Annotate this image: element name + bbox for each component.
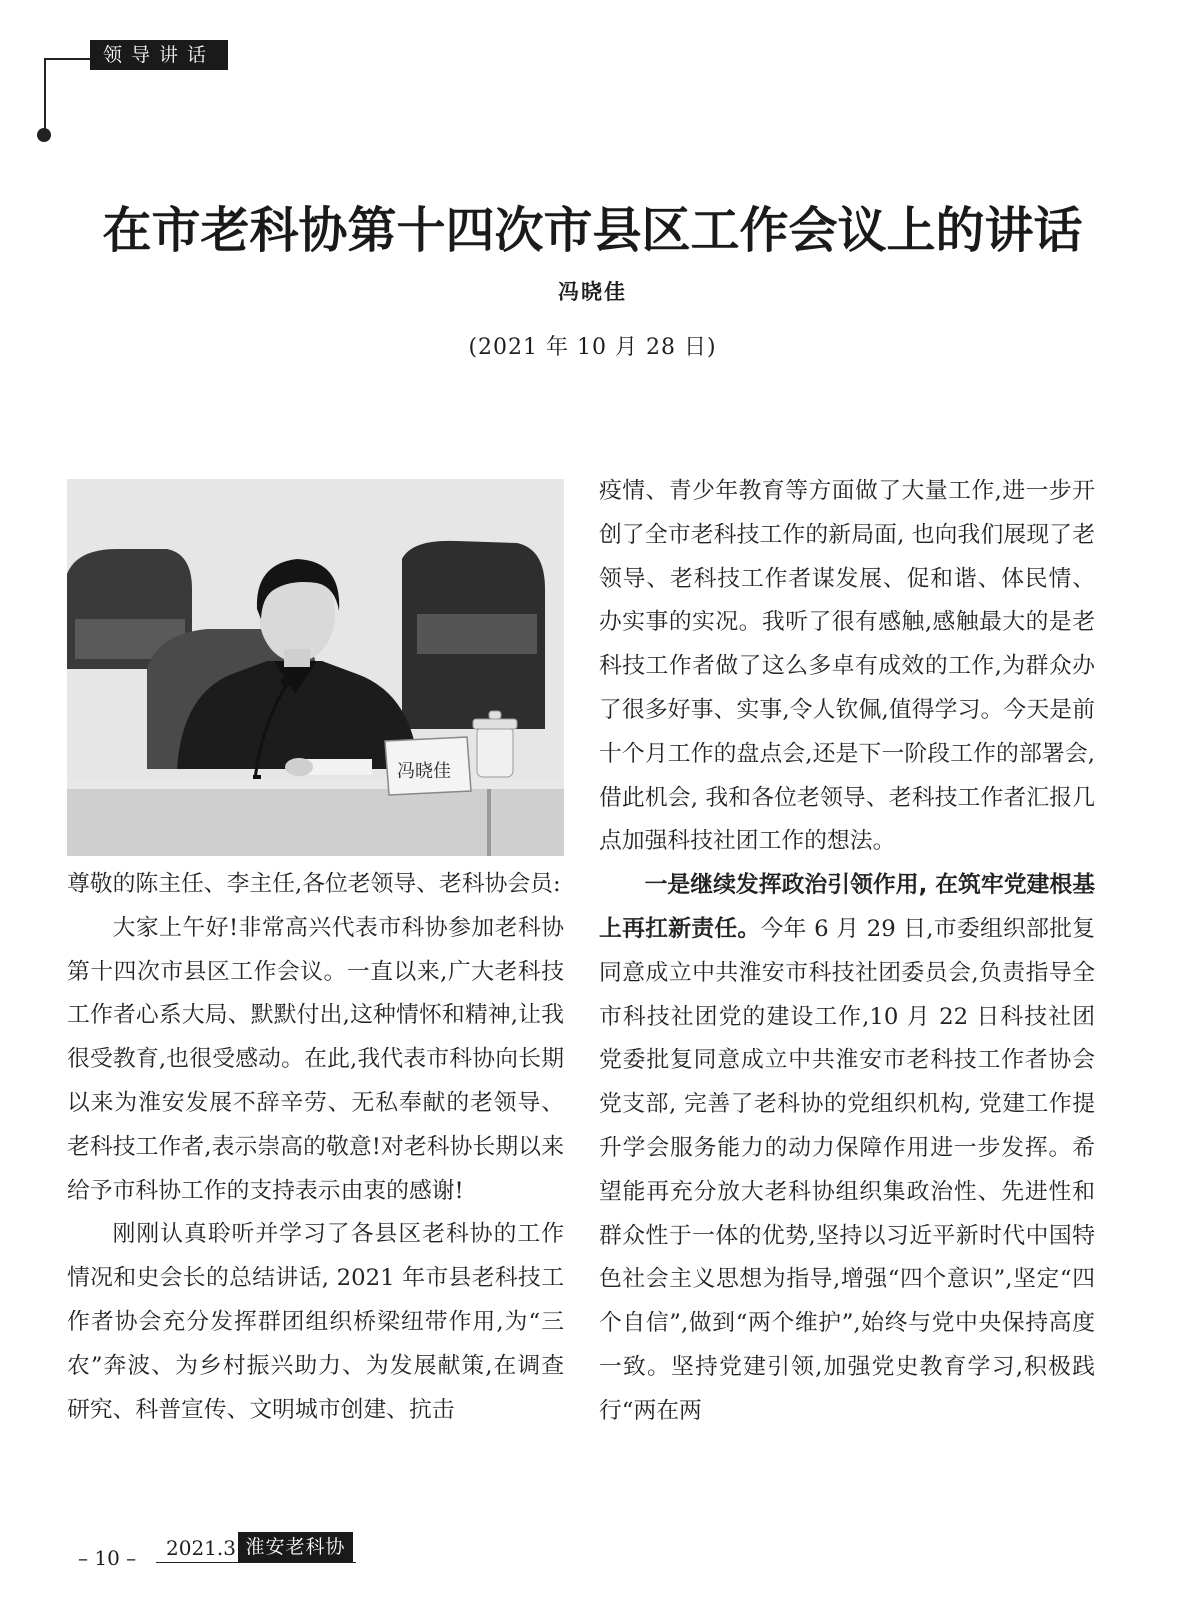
paragraph-point-one xyxy=(599,864,1095,1433)
point-one-heading: 一是继续发挥政治引领作用, 在筑牢党建根基上再扛新责任。 xyxy=(599,872,1095,942)
section-bullet xyxy=(37,128,51,142)
paragraph-continuation: 疫情、青少年教育等方面做了大量工作,进一步开创了全市老科技工作的新局面, 也向我们展现了老领导、老科技工作者谋发展、促和谐、体民情、办实事的实况。我听了很有感触,感触最大的是老科技工作者做了这么多卓有成效的工作,为群众办了很多好事、实事,令人钦佩,值得学习。今天是前十个月工作的盘点会,还是下一阶段工作的部署会, 借此机会, 我和各位老领导、老科技工作者汇报几点加强科技社团工作的想法。 xyxy=(599,478,1095,855)
point-one-body: 今年 6 月 29 日,市委组织部批复同意成立中共淮安市科技社团委员会,负责指导全市科技社团党的建设工作,10 月 22 日科技社团党委批复同意成立中共淮安市老科技工作者协会党支部, 完善了老科协的党组织机构, 党建工作提升学会服务能力的动力保障作用进一步发挥。希望能再充分放大老科协组织集政治性、先进性和群众性于一体的优势,坚持以习近平新时代中国特色社会主义思想为指导,增强“四个意识”,坚定“四个自信”,做到“两个维护”,始终与党中央保持高度一致。坚持党建引领,加强党史教育学习,积极践行“两在两 xyxy=(599,915,1096,1424)
section-rule-vertical xyxy=(44,58,46,136)
footer-rule xyxy=(156,1562,356,1563)
salutation: 尊敬的陈主任、李主任,各位老领导、老科协会员: xyxy=(67,871,561,897)
left-column xyxy=(67,863,564,1432)
section-rule-horizontal xyxy=(44,58,90,60)
magazine-name: 淮安老科协 xyxy=(238,1532,353,1562)
paragraph-greeting: 大家上午好!非常高兴代表市科协参加老科协第十四次市县区工作会议。一直以来,广大老科技工作者心系大局、默默付出,这种情怀和精神,让我很受教育,也很受感动。在此,我代表市科协向长期以来为淮安发展不辞辛劳、无私奉献的老领导、老科技工作者,表示崇高的敬意!对老科协长期以来给予市科协工作的支持表示由衷的感谢! xyxy=(67,914,564,1204)
paragraph-summary: 刚刚认真聆听并学习了各县区老科协的工作情况和史会长的总结讲话, 2021 年市县老科技工作者协会充分发挥群团组织桥梁纽带作用,为“三农”奔波、为乡村振兴助力、为发展献策,在调查研究、科普宣传、文明城市创建、抗击 xyxy=(67,1221,564,1423)
section-label: 领导讲话 xyxy=(90,40,228,70)
page-number: – 10 – xyxy=(78,1546,137,1570)
issue-number: 2021.3 xyxy=(166,1536,236,1560)
right-column xyxy=(599,470,1095,1434)
speaker-photo xyxy=(67,479,564,856)
article-author: 冯晓佳 xyxy=(558,280,627,304)
article-title: 在市老科协第十四次市县区工作会议上的讲话 xyxy=(102,201,1083,259)
nameplate-text: 冯晓佳 xyxy=(397,761,451,782)
article-date: (2021 年 10 月 28 日) xyxy=(468,335,717,360)
